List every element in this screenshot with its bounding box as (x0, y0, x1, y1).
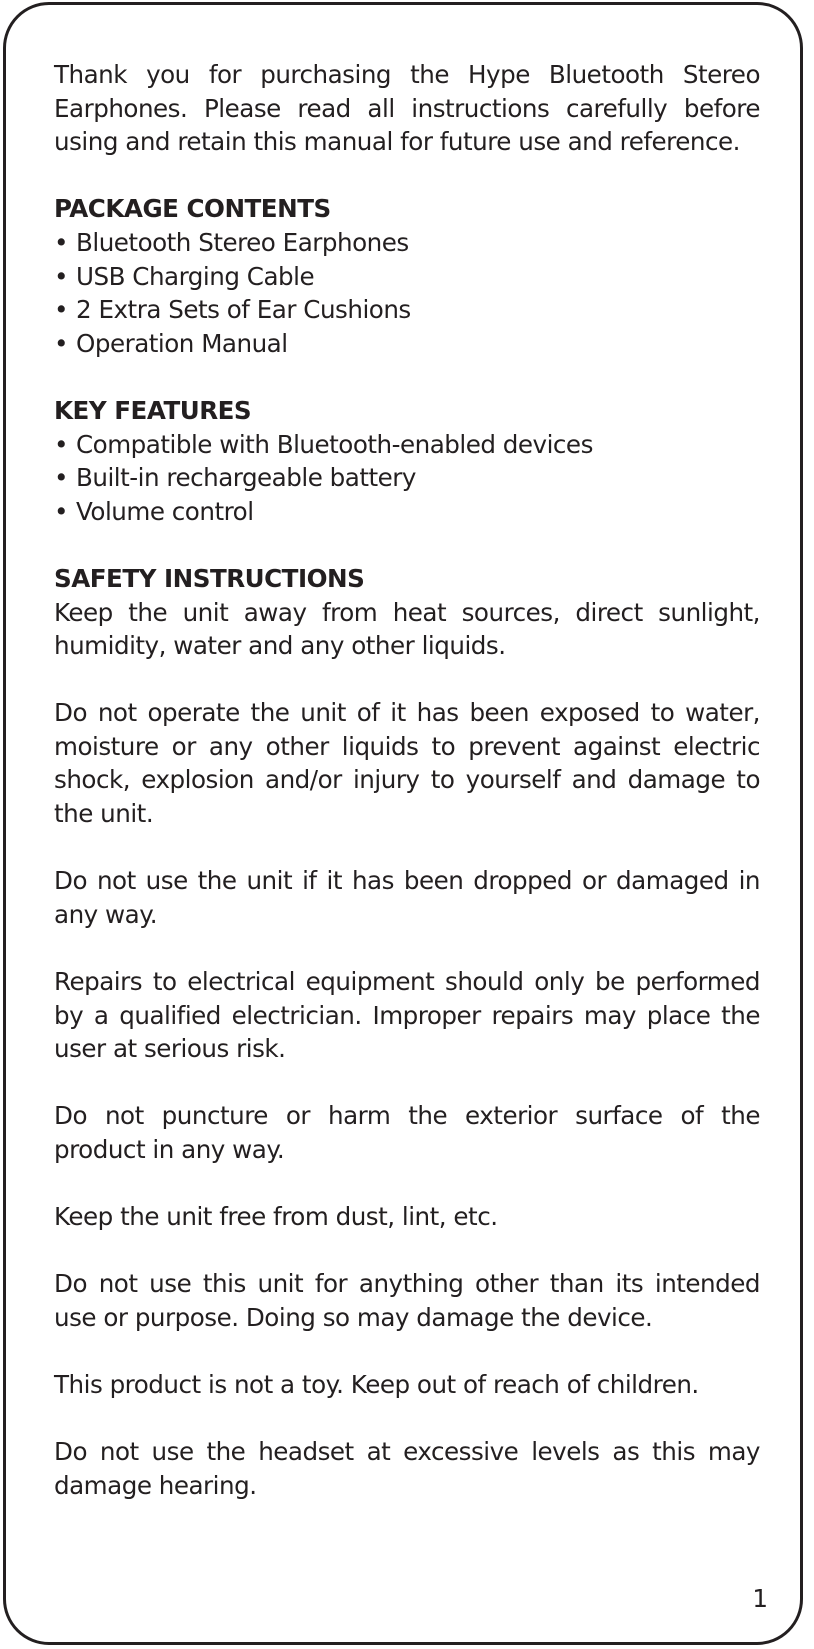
list-item: • 2 Extra Sets of Ear Cushions (54, 293, 760, 327)
safety-paragraph: Do not operate the unit of it has been exposed to water, moisture or any other liquids to prevent against electric shock, explosion and/or injury to yourself and damage to the unit. (54, 698, 760, 829)
safety-paragraph: Do not use this unit for anything other than its intended use or purpose. Doing so may damage the device. (54, 1269, 760, 1332)
safety-paragraph: Repairs to electrical equipment should only be performed by a qualified electrician. Improper repairs may place the user at serious risk. (54, 967, 760, 1064)
safety-paragraph: Keep the unit away from heat sources, direct sunlight, humidity, water and any other liquids. (54, 597, 760, 661)
page-number: 1 (752, 1584, 768, 1613)
safety-paragraph: Do not puncture or harm the exterior surface of the product in any way. (54, 1101, 760, 1164)
list-item: • Compatible with Bluetooth-enabled devices (54, 428, 760, 462)
key-features-heading: KEY FEATURES (54, 395, 252, 425)
list-item: • Built-in rechargeable battery (54, 461, 760, 495)
package-contents-list (54, 226, 760, 360)
key-features-list (54, 428, 760, 529)
safety-paragraph: Do not use the headset at excessive levels as this may damage hearing. (54, 1437, 760, 1500)
list-item: • Bluetooth Stereo Earphones (54, 226, 760, 260)
list-item: • Operation Manual (54, 327, 760, 361)
safety-paragraph: Keep the unit free from dust, lint, etc. (54, 1202, 498, 1232)
safety-paragraph: This product is not a toy. Keep out of reach of children. (54, 1370, 699, 1400)
list-item: • USB Charging Cable (54, 260, 760, 294)
safety-instructions-heading: SAFETY INSTRUCTIONS (54, 563, 365, 593)
list-item: • Volume control (54, 495, 760, 529)
manual-content (54, 58, 760, 1536)
safety-paragraph: Do not use the unit if it has been dropped or damaged in any way. (54, 866, 760, 929)
intro-paragraph: Thank you for purchasing the Hype Bluetooth Stereo Earphones. Please read all instructions carefully before using and retain this manual for future use and reference. (54, 60, 760, 157)
package-contents-heading: PACKAGE CONTENTS (54, 194, 331, 224)
